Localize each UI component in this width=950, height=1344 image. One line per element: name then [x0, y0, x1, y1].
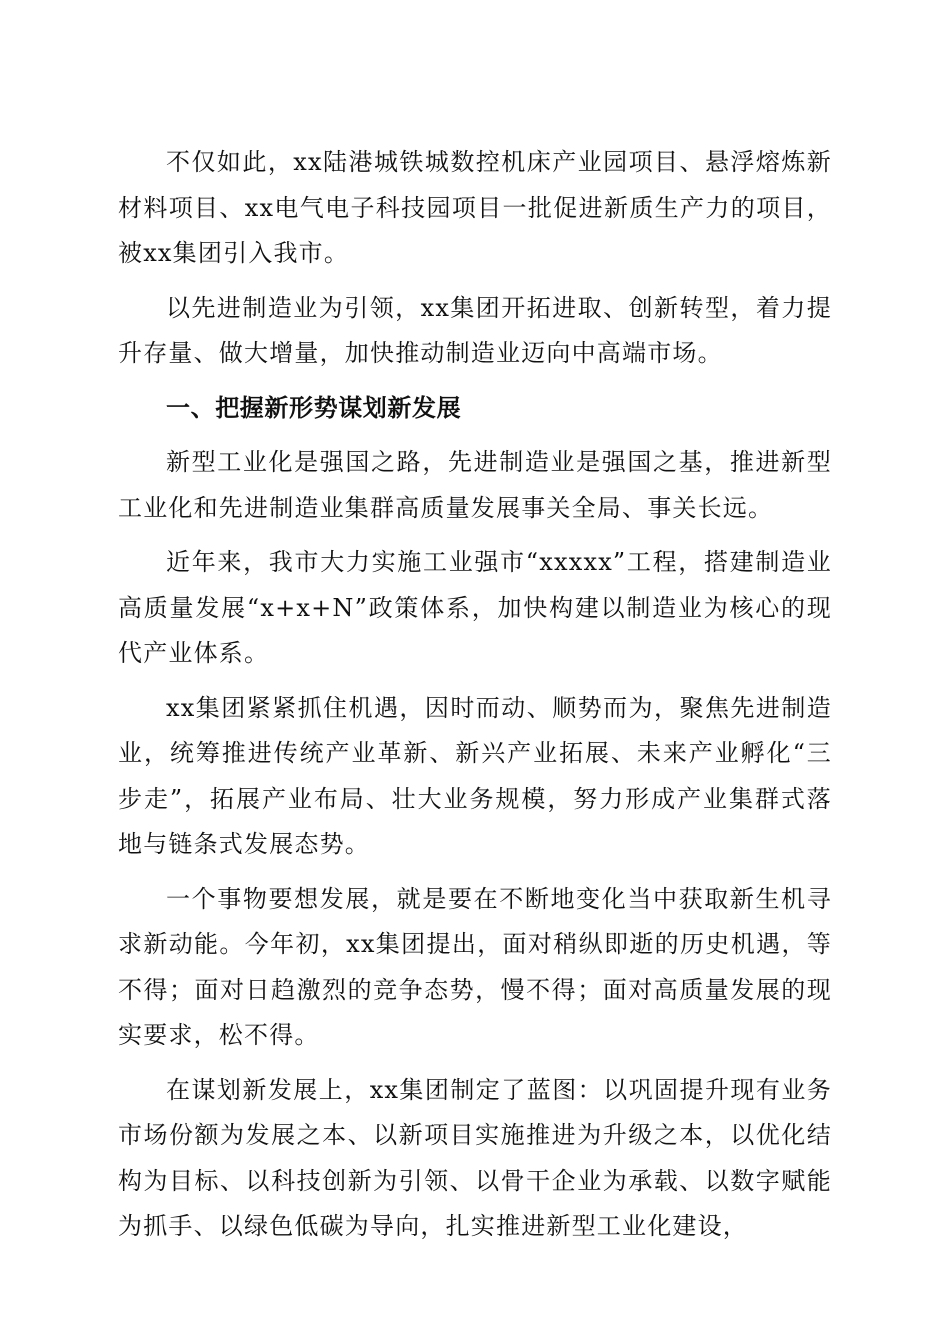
paragraph: 不仅如此，xx陆港城铁城数控机床产业园项目、悬浮熔炼新材料项目、xx电气电子科技园项目一批促进新质生产力的项目，被xx集团引入我市。	[118, 148, 832, 267]
paragraph: 以先进制造业为引领，xx集团开拓进取、创新转型，着力提升存量、做大增量，加快推动制造业迈向中高端市场。	[118, 293, 832, 367]
paragraph: 新型工业化是强国之路，先进制造业是强国之基，推进新型工业化和先进制造业集群高质量发展事关全局、事关长远。	[118, 448, 832, 522]
paragraph: 一个事物要想发展，就是要在不断地变化当中获取新生机寻求新动能。今年初，xx集团提出，面对稍纵即逝的历史机遇，等不得；面对日趋激烈的竞争态势，慢不得；面对高质量发展的现实要求，松不得。	[118, 884, 832, 1049]
paragraph: xx集团紧紧抓住机遇，因时而动、顺势而为，聚焦先进制造业，统筹推进传统产业革新、新兴产业拓展、未来产业孵化“三步走”，拓展产业布局、壮大业务规模，努力形成产业集群式落地与链条式发展态势。	[118, 693, 832, 858]
paragraph: 在谋划新发展上，xx集团制定了蓝图：以巩固提升现有业务市场份额为发展之本、以新项目实施推进为升级之本，以优化结构为目标、以科技创新为引领、以骨干企业为承载、以数字赋能为抓手、以绿色低碳为导向，扎实推进新型工业化建设，	[118, 1075, 832, 1240]
section-heading: 一、把握新形势谋划新发展	[166, 393, 462, 422]
document-body	[118, 140, 832, 1259]
paragraph: 近年来，我市大力实施工业强市“xxxxx”工程，搭建制造业高质量发展“x+x+N”政策体系，加快构建以制造业为核心的现代产业体系。	[118, 548, 832, 667]
